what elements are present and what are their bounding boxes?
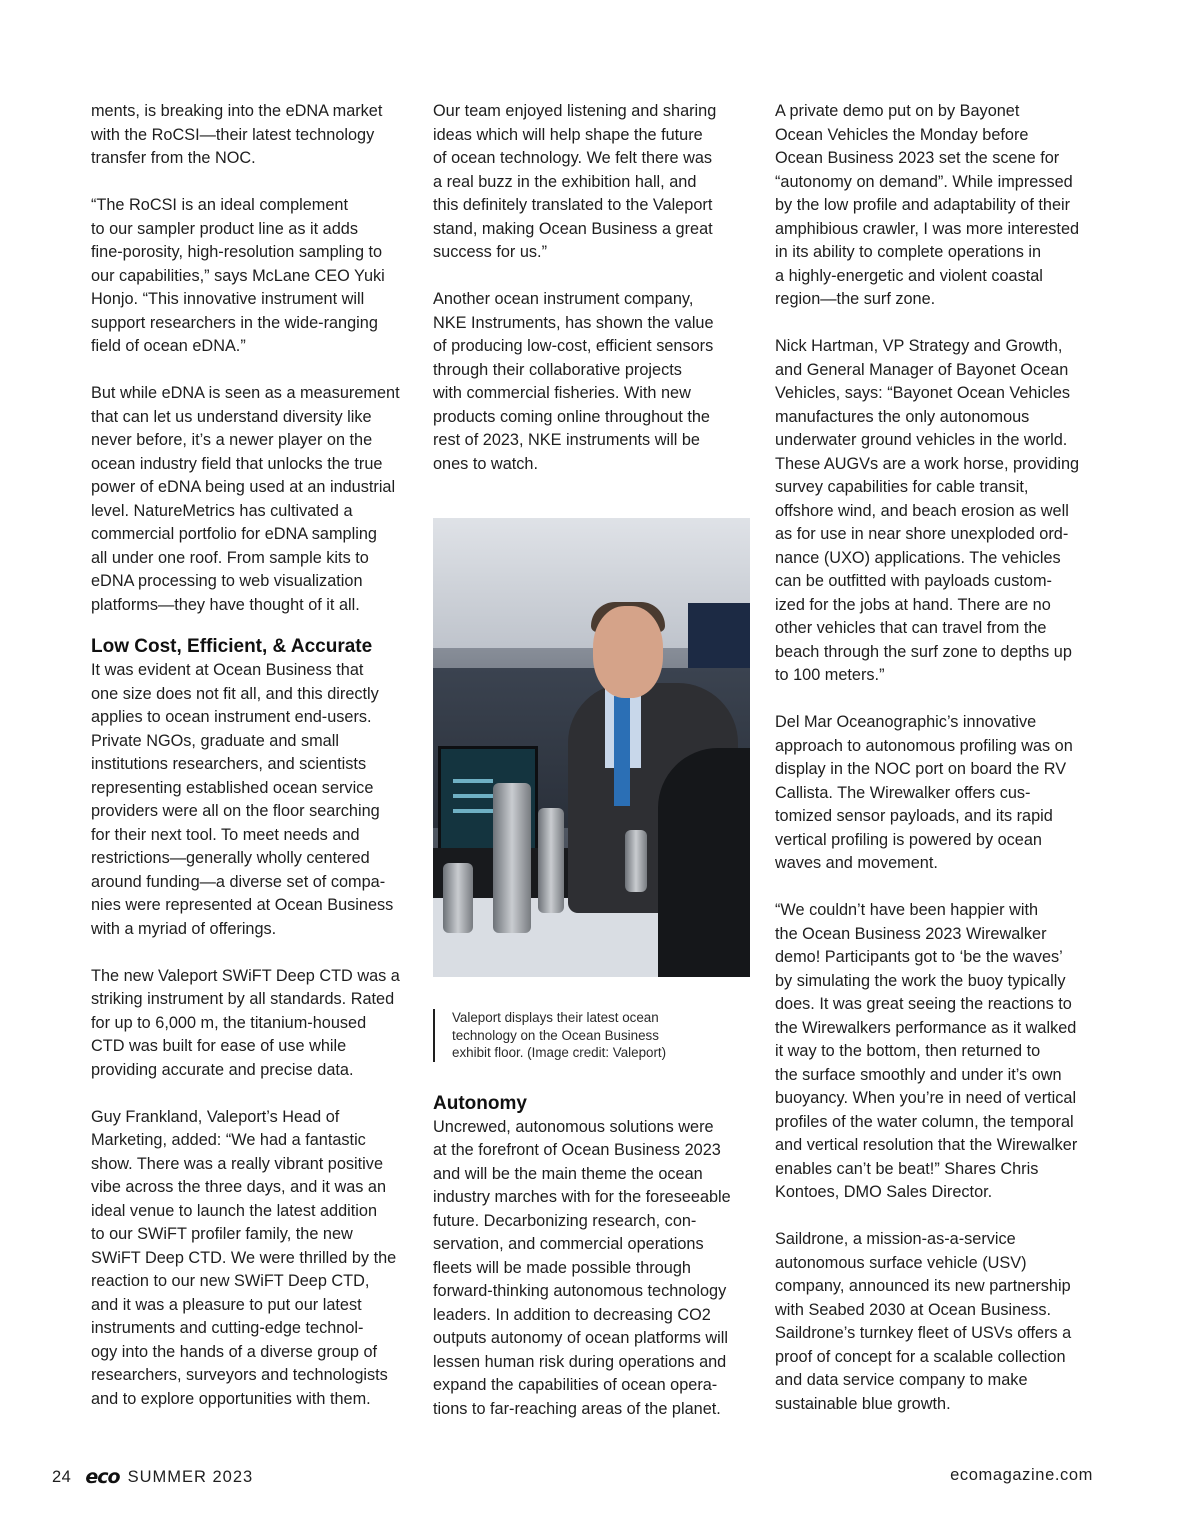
article-paragraph: Saildrone, a mission-as-a-service autonomous surface vehicle (USV) company, announced its new partnership with Seabed 2030 at Ocean Business. Saildrone’s turnkey fleet of USVs offers a proof of concept for a scalable collection and data service company to make sustainable blue growth. [775,1230,1072,1413]
article-paragraph: But while eDNA is seen as a measurement that can let us understand diversity like never before, it’s a newer player on the ocean industry field that unlocks the true power of eDNA being used at an industrial level. NatureMetrics has cultivated a commercial portfolio for eDNA sampling all under one roof. From sample kits to eDNA processing to web visualization platforms—they have thought of it all. [91,384,400,614]
quote-paragraph: “We couldn’t have been happier with the Ocean Business 2023 Wirewalker demo! Participants got to ‘be the waves’ by simulating the work the buoy typically does. It was great seeing the reactions to the Wirewalkers performance as it walked it way to the bottom, then returned to the surface smoothly and under it’s own buoyancy. When you’re in need of vertical profiles of the water column, the temporal and vertical resolution that the Wirewalker enables can’t be beat!” Shares Chris Kontoes, DMO Sales Director. [775,901,1078,1201]
article-paragraph: A private demo put on by Bayonet Ocean Vehicles the Monday before Ocean Business 2023 set the scene for “autonomy on demand”. While impressed by the low profile and adaptability of their amphibious crawler, I was more interested in its ability to complete operations in a highly-energetic and violent coastal region—the surf zone. [775,102,1080,308]
quote-paragraph: Our team enjoyed listening and sharing ideas which will help shape the future of ocean technology. We felt there was a real buzz in the exhibition hall, and this definitely translated to the Valeport stand, making Ocean Business a great success for us.” [433,102,717,261]
section-heading-autonomy: Autonomy [433,1092,527,1114]
article-paragraph: Another ocean instrument company, NKE Instruments, has shown the value of producing low-cost, efficient sensors through their collaborative projects with commercial fisheries. With new products coming online throughout the rest of 2023, NKE instruments will be ones to watch. [433,290,714,473]
photo-caption: Valeport displays their latest ocean technology on the Ocean Business exhibit floor. (Image credit: Valeport) [433,1009,753,1062]
website-url: ecomagazine.com [950,1466,1093,1484]
article-paragraph: ments, is breaking into the eDNA market with the RoCSI—their latest technology transfer from the NOC. [91,102,383,167]
column-middle [433,100,753,1421]
column-left [91,100,411,1411]
article-paragraph: The new Valeport SWiFT Deep CTD was a striking instrument by all standards. Rated for up to 6,000 m, the titanium-housed CTD was built for ease of use while providing accurate and precise data. [91,966,400,1079]
page-footer-left [52,1466,253,1488]
quote-paragraph: Guy Frankland, Valeport’s Head of Marketing, added: “We had a fantastic show. There was a really vibrant positive vibe across the three days, and it was an ideal venue to launch the latest addition to our SWiFT profiler family, the new SWiFT Deep CTD. We were thrilled by the reaction to our new SWiFT Deep CTD, and it was a pleasure to put our latest instruments and cutting-edge technol- ogy into the hands of a diverse group of researchers, surveyors and technologists and to explore opportunities with them. [91,1107,397,1408]
section-heading-low-cost: Low Cost, Efficient, & Accurate [91,636,373,657]
article-paragraph: It was evident at Ocean Business that one size does not fit all, and this directly applies to ocean instrument end-users. Private NGOs, graduate and small institutions researchers, and scientists representing established ocean service providers were all on the floor searching for their next tool. To meet needs and restrictions—generally wholly centered around funding—a diverse set of compa- nies were represented at Ocean Business with a myriad of offerings. [91,661,394,938]
eco-logo: eco [85,1466,120,1488]
article-paragraph: Uncrewed, autonomous solutions were at the forefront of Ocean Business 2023 and will be the main theme the ocean industry marches with for the foreseeable future. Decarbonizing research, con- servation, and commercial operations fleets will be made possible through forward-thinking autonomous technology leaders. In addition to decreasing CO2 outputs autonomy of ocean platforms will lessen human risk during operations and expand the capabilities of ocean opera- tions to far-reaching areas of the planet. [433,1117,731,1418]
issue-label: SUMMER 2023 [127,1467,254,1486]
article-paragraph: Del Mar Oceanographic’s innovative approach to autonomous profiling was on display in the NOC port on board the RV Callista. The Wirewalker offers cus- tomized sensor payloads, and its rapid vertical profiling is powered by ocean waves and movement. [775,713,1073,872]
quote-paragraph: Nick Hartman, VP Strategy and Growth, and General Manager of Bayonet Ocean Vehicles, says: “Bayonet Ocean Vehicles manufactures the only autonomous underwater ground vehicles in the world. These AUGVs are a work horse, providing survey capabilities for cable transit, offshore wind, and beach erosion as well as for use in near shore unexploded ord- nance (UXO) applications. The vehicles can be outfitted with payloads custom- ized for the jobs at hand. There are no other vehicles that can travel from the beach through the surf zone to depths up to 100 meters.” [775,337,1080,684]
exhibit-photo [433,518,750,977]
page-number: 24 [52,1467,72,1486]
quote-paragraph: “The RoCSI is an ideal complement to our sampler product line as it adds fine-porosity, high-resolution sampling to our capabilities,” says McLane CEO Yuki Honjo. “This innovative instrument will support researchers in the wide-ranging field of ocean eDNA.” [91,196,385,355]
column-right [775,100,1095,1416]
